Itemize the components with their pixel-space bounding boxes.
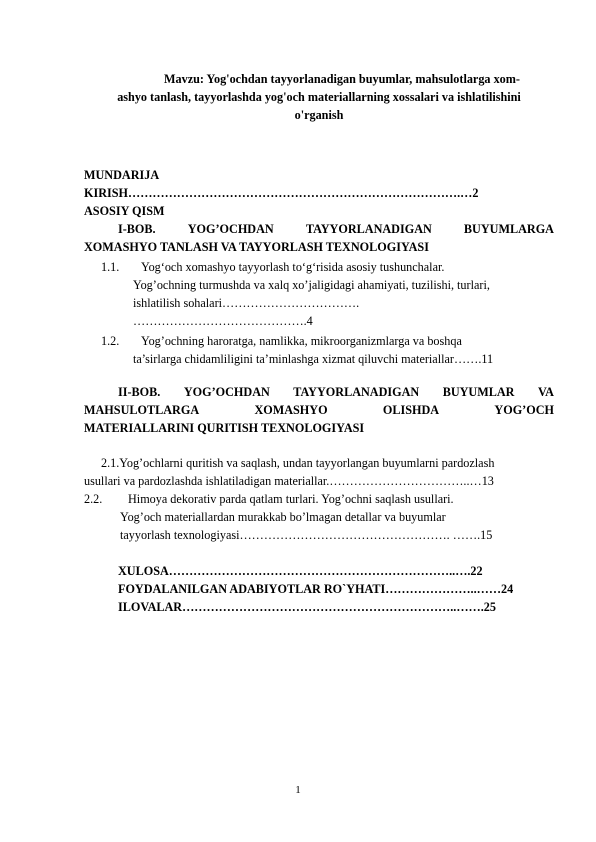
- toc-chapter-2-line-2: [84, 402, 554, 419]
- word: YOG’OCHDAN: [187, 222, 274, 236]
- word: VA: [537, 385, 554, 399]
- toc-section-1-1-line-4: …………………………………….4: [133, 314, 313, 328]
- toc-section-1-1-line-1: Yog‘och xomashyo tayyorlash to‘g‘risida asosiy tushunchalar.: [141, 260, 445, 274]
- toc-section-1-1-line-3: ishlatilish sohalari…………………………….: [133, 296, 360, 310]
- toc-section-1-2-number: 1.2.: [101, 334, 120, 348]
- toc-section-2-1-line-1: 2.1.Yog’ochlarni quritish va saqlash, undan tayyorlangan buyumlarni pardozlash: [101, 456, 495, 470]
- toc-section-2-2-line-3: tayyorlash texnologiyasi……………………………………………. …….15: [120, 528, 493, 542]
- toc-section-2-2-number: 2.2.: [84, 492, 103, 506]
- word: OLISHDA: [382, 403, 440, 417]
- word: II-BOB.: [118, 385, 161, 399]
- word: TAYYORLANADIGAN: [293, 385, 420, 399]
- topic-line-1: Mavzu: Yog'ochdan tayyorlanadigan buyumlar, mahsulotlarga xom-: [164, 72, 520, 86]
- word: MAHSULOTLARGA: [84, 403, 200, 417]
- toc-section-1-1-number: 1.1.: [101, 260, 120, 274]
- toc-section-1-1-line-2: Yog’ochning turmushda va xalq xo’jaligidagi ahamiyati, tuzilishi, turlari,: [133, 278, 490, 292]
- word: BUYUMLARGA: [463, 222, 554, 236]
- toc-foydalanilgan-adabiyotlar: FOYDALANILGAN ADABIYOTLAR RO`YHATI…………………..……24: [118, 582, 514, 596]
- toc-chapter-2-line-3: MATERIALLARINI QURITISH TEXNOLOGIYASI: [84, 421, 365, 435]
- toc-section-1-2-line-2: ta’sirlarga chidamliligini ta’minlashga xizmat qiluvchi materiallar…….11: [133, 352, 494, 366]
- toc-xulosa: XULOSA……………………………………………………………..….22: [118, 564, 483, 578]
- toc-kirish: KIRISH……………………………………………………………………….…2: [84, 186, 479, 200]
- topic-line-2: ashyo tanlash, tayyorlashda yog'och materiallarning xossalari va ishlatilishini: [117, 90, 521, 104]
- toc-section-1-2-line-1: Yog’ochning haroratga, namlikka, mikroorganizmlarga va boshqa: [141, 334, 462, 348]
- word: XOMASHYO: [254, 403, 328, 417]
- toc-asosiy-qism: ASOSIY QISM: [84, 204, 165, 218]
- topic-line-3: o'rganish: [294, 108, 344, 122]
- word: YOG’OCHDAN: [183, 385, 270, 399]
- toc-section-2-2-line-2: Yog’och materiallardan murakkab bo’lmagan detallar va buyumlar: [120, 510, 446, 524]
- toc-section-2-1-line-2: usullari va pardozlashda ishlatiladigan materiallar.……………………………..…13: [84, 474, 494, 488]
- page-number: 1: [295, 784, 301, 796]
- toc-chapter-2-line-1: [118, 384, 554, 401]
- word: BUYUMLAR: [442, 385, 515, 399]
- toc-heading: MUNDARIJA: [84, 168, 160, 182]
- toc-chapter-1-line-1: [118, 221, 554, 238]
- toc-section-2-2-line-1: Himoya dekorativ parda qatlam turlari. Yog’ochni saqlash usullari.: [128, 492, 454, 506]
- toc-chapter-1-line-2: XOMASHYO TANLASH VA TAYYORLASH TEXNOLOGIYASI: [84, 240, 429, 254]
- toc-ilovalar: ILOVALAR…………………………………………………………..…….25: [118, 600, 496, 614]
- word: YOG’OCH: [494, 403, 554, 417]
- topic-title: [84, 70, 554, 124]
- word: TAYYORLANADIGAN: [305, 222, 432, 236]
- word: I-BOB.: [118, 222, 156, 236]
